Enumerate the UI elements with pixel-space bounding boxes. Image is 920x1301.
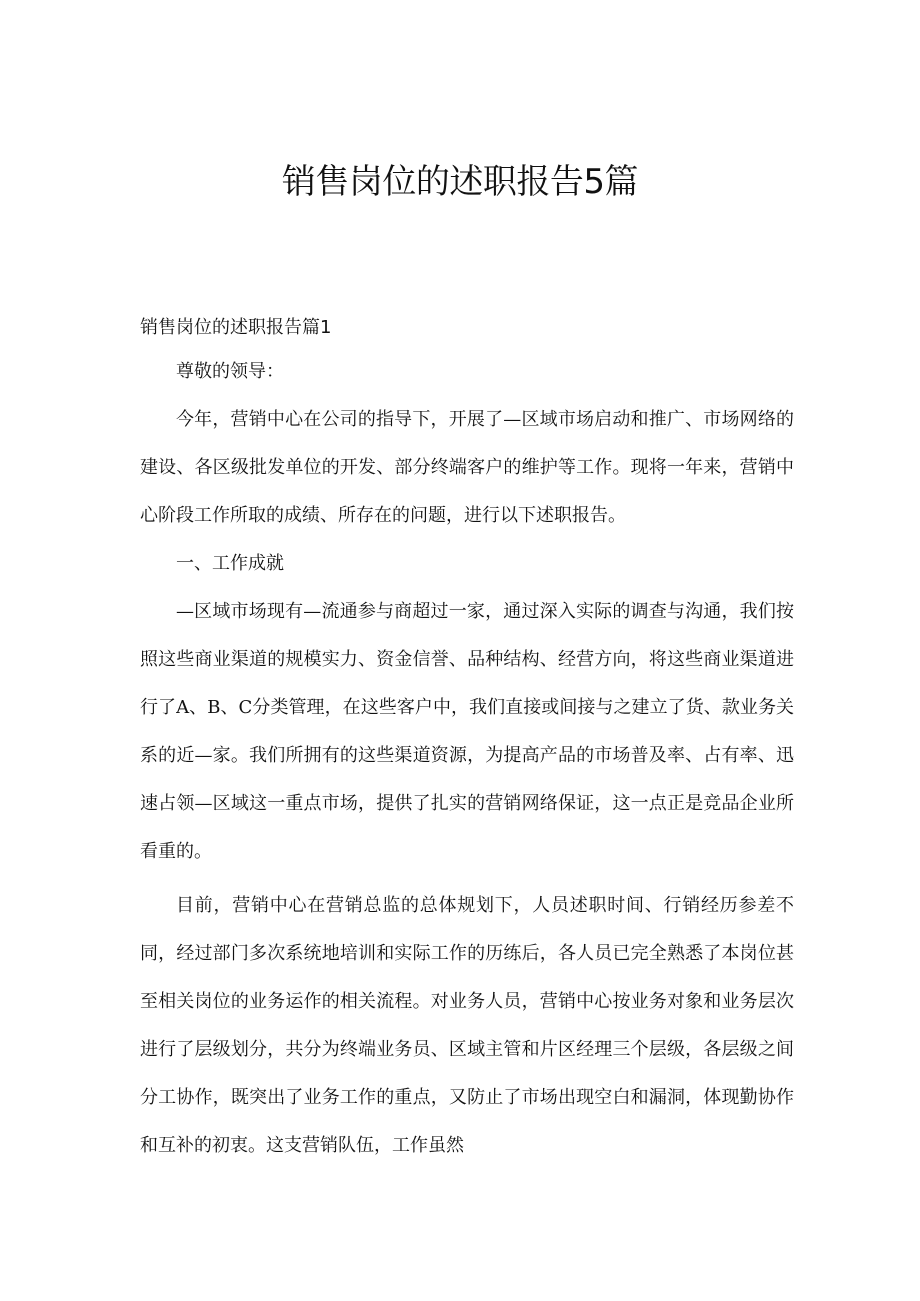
paragraph-market-channels: —区域市场现有—流通参与商超过一家，通过深入实际的调查与沟通，我们按照这些商业渠道的规模实力、资金信誉、品种结构、经营方向，将这些商业渠道进行了A、B、C分类管理，在这些客户中，我们直接或间接与之建立了货、款业务关系的近—家。我们所拥有的这些渠道资源，为提高产品的市场普及率、占有率、迅速占领—区域这一重点市场，提供了扎实的营销网络保证，这一点正是竞品企业所看重的。 [140, 601, 794, 862]
salutation: 尊敬的领导： [176, 361, 284, 382]
page-title: 销售岗位的述职报告5篇 [281, 162, 639, 202]
paragraph-heading-achievements: 一、工作成就 [176, 553, 284, 574]
section-heading: 销售岗位的述职报告篇1 [140, 317, 332, 338]
paragraph-intro: 今年，营销中心在公司的指导下，开展了—区域市场启动和推广、市场网络的建设、各区级批发单位的开发、部分终端客户的维护等工作。现将一年来，营销中心阶段工作所取的成绩、所存在的问题，进行以下述职报告。 [140, 409, 794, 526]
document-body [140, 348, 794, 1170]
paragraph-team: 目前，营销中心在营销总监的总体规划下，人员述职时间、行销经历参差不同，经过部门多次系统地培训和实际工作的历练后，各人员已完全熟悉了本岗位甚至相关岗位的业务运作的相关流程。对业务人员，营销中心按业务对象和业务层次进行了层级划分，共分为终端业务员、区域主管和片区经理三个层级，各层级之间分工协作，既突出了业务工作的重点，又防止了市场出现空白和漏洞，体现勤协作和互补的初衷。这支营销队伍，工作虽然 [140, 895, 794, 1156]
